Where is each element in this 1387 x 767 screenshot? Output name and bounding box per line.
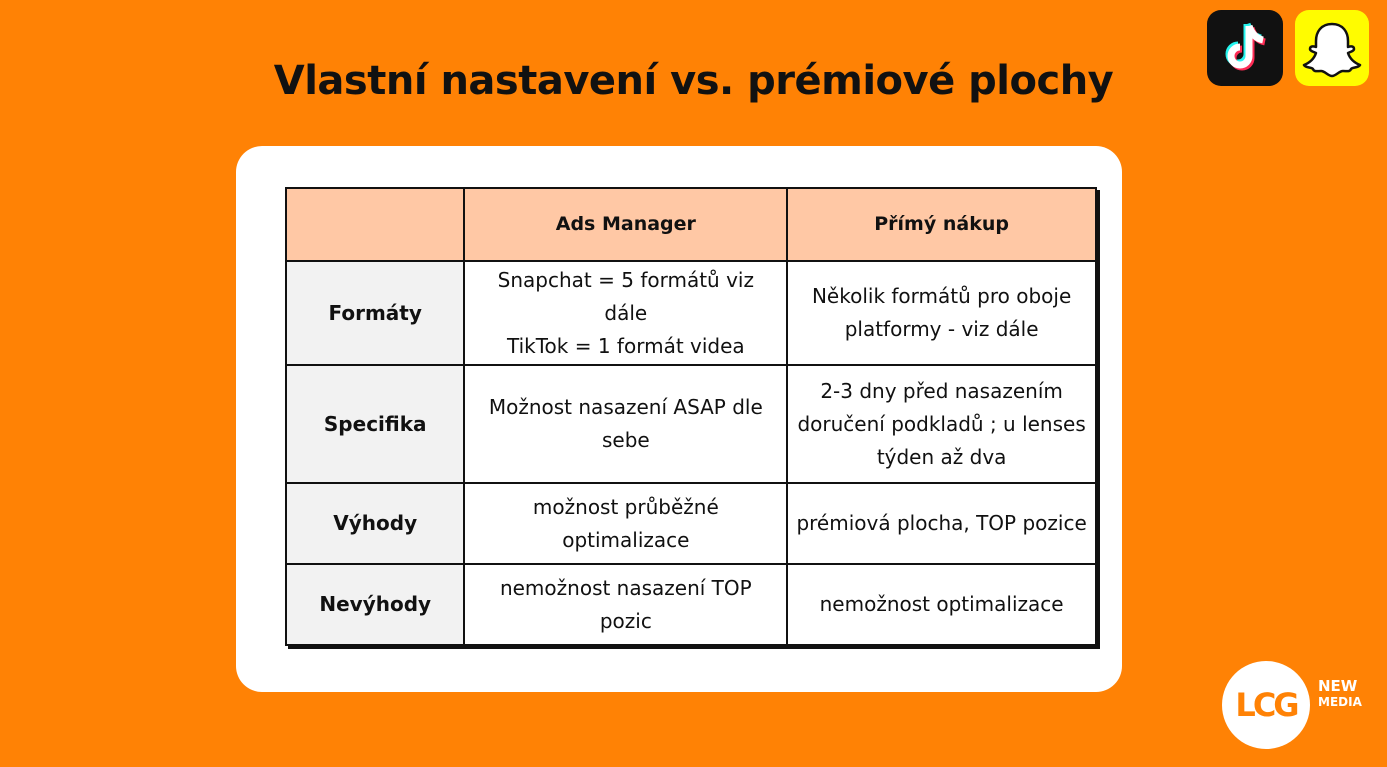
- table-row: [286, 483, 1096, 564]
- header-ads-manager: Ads Manager: [464, 188, 787, 261]
- media-label: MEDIA: [1318, 695, 1362, 709]
- comparison-table: [285, 187, 1097, 646]
- snapchat-icon: [1295, 10, 1369, 86]
- new-label: NEW: [1318, 677, 1358, 695]
- row-label: Nevýhody: [286, 564, 464, 645]
- direct-purchase-cell: 2-3 dny před nasazením doručení podkladů ; u lenses týden až dva: [787, 365, 1096, 483]
- direct-purchase-cell: prémiová plocha, TOP pozice: [787, 483, 1096, 564]
- header-empty: [286, 188, 464, 261]
- row-label: Formáty: [286, 261, 464, 365]
- ads-manager-cell: Možnost nasazení ASAP dle sebe: [464, 365, 787, 483]
- table-row: [286, 261, 1096, 365]
- row-label: Specifika: [286, 365, 464, 483]
- row-label: Výhody: [286, 483, 464, 564]
- page-title: Vlastní nastavení vs. prémiové plochy: [273, 58, 1114, 104]
- table-row: [286, 564, 1096, 645]
- direct-purchase-cell: Několik formátů pro oboje platformy - viz dále: [787, 261, 1096, 365]
- ads-manager-cell: možnost průběžné optimalizace: [464, 483, 787, 564]
- new-media-label: [1318, 678, 1362, 710]
- header-direct-purchase: Přímý nákup: [787, 188, 1096, 261]
- lcg-logo: [1222, 661, 1310, 749]
- tiktok-icon: [1207, 10, 1283, 86]
- lcg-logo-text: LCG: [1235, 686, 1297, 724]
- ads-manager-cell: nemožnost nasazení TOP pozic: [464, 564, 787, 645]
- direct-purchase-cell: nemožnost optimalizace: [787, 564, 1096, 645]
- ads-manager-cell: Snapchat = 5 formátů viz dále TikTok = 1 formát videa: [464, 261, 787, 365]
- table-header-row: [286, 188, 1096, 261]
- table-row: [286, 365, 1096, 483]
